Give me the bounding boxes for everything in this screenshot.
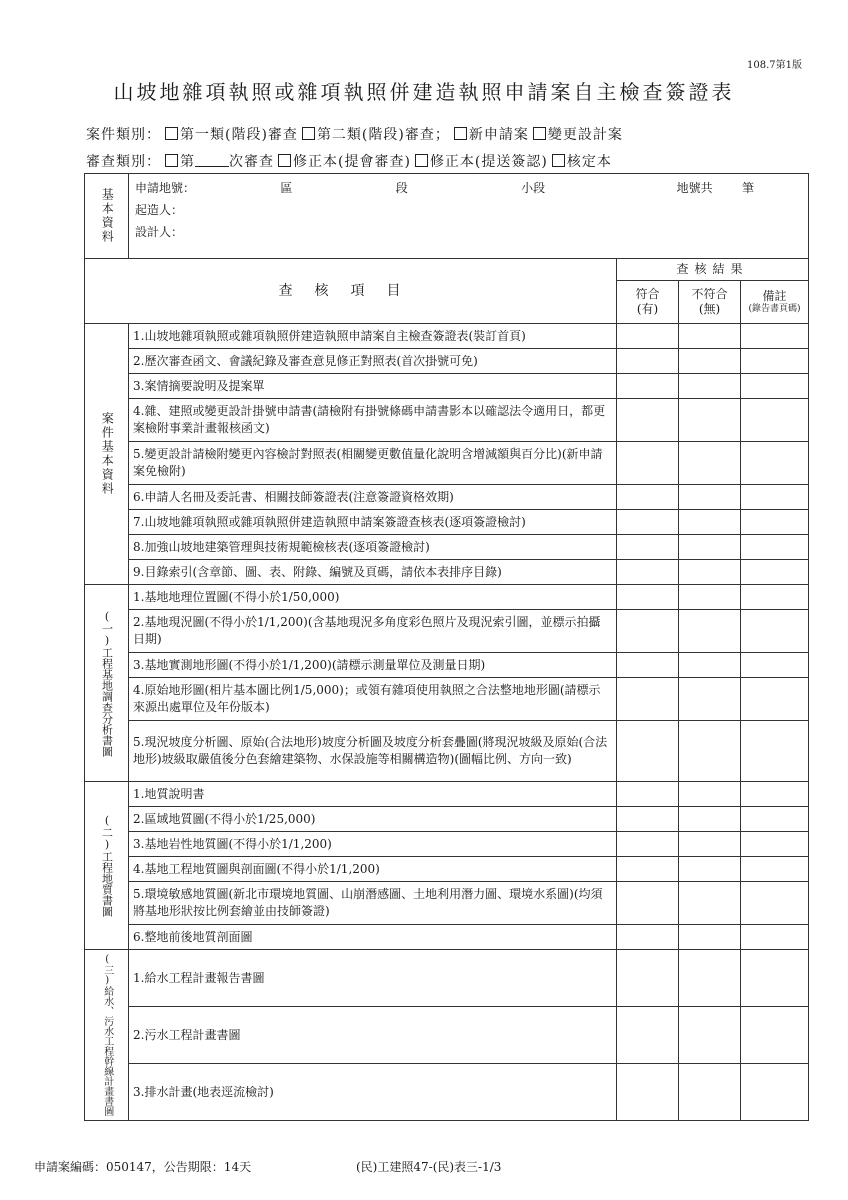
district-label: 區 [280,181,293,195]
check-item: 4.原始地形圖(相片基本圖比例1/5,000)；或領有雜項使用執照之合法整地地形圖(請標示來源出處單位及年份版本) [129,678,617,721]
remark-cell[interactable] [741,510,809,535]
form-number-footer: (民)工建照47-(民)表三-1/3 [356,1160,502,1174]
site-row [135,180,802,202]
remark-cell[interactable] [741,560,809,585]
check-item: 5.環境敏感地質圖(新北市環境地質圖、山崩潛感圖、土地利用潛力圖、環境水系圖)(均須將基地形狀按比例套繪並由技師簽證) [129,882,617,925]
checklist-table [84,173,809,1121]
nonconform-cell[interactable] [679,857,741,882]
remark-cell[interactable] [741,857,809,882]
conform-cell[interactable] [617,535,679,560]
nonconform-cell[interactable] [679,882,741,925]
form-version: 108.7第1版 [747,60,802,71]
check-item: 3.基地實測地形圖(不得小於1/1,200)(請標示測量單位及測量日期) [129,653,617,678]
nonconform-cell[interactable] [679,678,741,721]
conform-cell[interactable] [617,653,679,678]
designer-label: 設計人： [135,225,184,239]
conform-cell[interactable] [617,1064,679,1121]
check-item: 5.變更設計請檢附變更內容檢討對照表(相關變更數值量化說明含增減額與百分比)(新申請案免檢附) [129,442,617,485]
nonconform-cell[interactable] [679,925,741,950]
nonconform-header [679,281,741,324]
form-title: 山坡地雜項執照或雜項執照併建造執照申請案自主檢查簽證表 [113,80,735,104]
remark-cell[interactable] [741,721,809,782]
nonconform-cell[interactable] [679,1064,741,1121]
remark-cell[interactable] [741,610,809,653]
table-row [85,374,809,399]
case-type-option: 第一類(階段)審查 [180,127,298,143]
conform-cell[interactable] [617,560,679,585]
table-row [85,610,809,653]
designer-row [135,224,802,246]
table-row [85,510,809,535]
remark-cell[interactable] [741,535,809,560]
review-type-option: 核定本 [566,154,612,170]
conform-cell[interactable] [617,925,679,950]
case-type-label: 案件類別： [86,127,161,143]
case-number-footer: 申請案編碼：050147，公告期限：14天 [34,1160,252,1174]
conform-cell[interactable] [617,857,679,882]
basic-info-row [85,174,809,259]
table-row [85,925,809,950]
conform-cell[interactable] [617,678,679,721]
conform-label: 符合 [635,286,660,301]
review-type-line [86,151,612,171]
check-item: 1.基地地理位置圖(不得小於1/50,000) [129,585,617,610]
check-item: 2.基地現況圖(不得小於1/1,200)(含基地現況多角度彩色照片及現況索引圖，並標示拍攝日期) [129,610,617,653]
check-item: 2.歷次審查函文、會議紀錄及審查意見修正對照表(首次掛號可免) [129,349,617,374]
basic-section-label: 基本資料 [85,174,129,259]
nonconform-cell[interactable] [679,442,741,485]
site-label: 申請地號： [135,181,196,195]
check-item: 1.給水工程計畫報告書圖 [129,950,617,1007]
remark-cell[interactable] [741,653,809,678]
check-item: 6.整地前後地質剖面圖 [129,925,617,950]
conform-header [617,281,679,324]
check-item: 5.現況坡度分析圖、原始(合法地形)坡度分析圖及坡度分析套疊圖(將現況坡級及原始(合法地形)坡級取嚴值後分色套繪建築物、水保設施等相關構造物)(圖幅比例、方向一致) [129,721,617,782]
remark-cell[interactable] [741,925,809,950]
table-row [85,882,809,925]
table-row [85,1064,809,1121]
remark-header [741,281,809,324]
nonconform-cell[interactable] [679,510,741,535]
nonconform-cell[interactable] [679,1007,741,1064]
check-item: 8.加強山坡地建築管理與技術規範檢核表(逐項簽證檢討) [129,535,617,560]
nonconform-cell[interactable] [679,349,741,374]
check-item: 1.地質說明書 [129,782,617,807]
checkbox[interactable] [454,127,467,140]
table-row [85,1007,809,1064]
table-row [85,442,809,485]
check-item: 9.目錄索引(含章節、圖、表、附錄、編號及頁碼，請依本表排序目錄) [129,560,617,585]
table-row [85,349,809,374]
check-item: 3.基地岩性地質圖(不得小於1/1,200) [129,832,617,857]
remark-cell[interactable] [741,349,809,374]
group-label: 案件基本資料 [85,324,129,585]
conform-cell[interactable] [617,950,679,1007]
remark-cell[interactable] [741,807,809,832]
section-label: 段 [395,181,408,195]
table-row [85,585,809,610]
conform-cell[interactable] [617,374,679,399]
nonconform-cell[interactable] [679,560,741,585]
nonconform-cell[interactable] [679,610,741,653]
remark-cell[interactable] [741,882,809,925]
nonconform-cell[interactable] [679,535,741,560]
checkbox[interactable] [302,127,315,140]
results-header: 查核結果 [617,259,809,281]
table-row [85,399,809,442]
remark-cell[interactable] [741,374,809,399]
conform-cell[interactable] [617,832,679,857]
nonconform-cell[interactable] [679,485,741,510]
remark-cell[interactable] [741,1007,809,1064]
review-type-option: 修正本(提會審查) [293,154,411,170]
remark-cell[interactable] [741,442,809,485]
conform-cell[interactable] [617,442,679,485]
checkbox[interactable] [165,154,178,167]
case-type-option: 新申請案 [468,127,529,143]
nonconform-cell[interactable] [679,721,741,782]
nonconform-cell[interactable] [679,585,741,610]
conform-cell[interactable] [617,349,679,374]
checkbox[interactable] [165,127,178,140]
check-item: 4.雜、建照或變更設計掛號申請書(請檢附有掛號條碼申請書影本以確認法令適用日，都更案檢附事業計畫報核函文) [129,399,617,442]
case-type-line [86,124,623,144]
remark-cell[interactable] [741,678,809,721]
nonconform-cell[interactable] [679,832,741,857]
table-row [85,324,809,349]
conform-sub: (有) [636,302,659,317]
table-row [85,653,809,678]
table-row [85,721,809,782]
remark-cell[interactable] [741,832,809,857]
group-label: (三)給水、污水工程幹線計畫書圖 [85,950,129,1121]
conform-cell[interactable] [617,585,679,610]
case-type-option: 第二類(階段)審查； [316,127,450,143]
subsection-label: 小段 [521,181,546,195]
review-suffix: 次審查 [229,154,274,170]
group-label: (二)工程地質書圖 [85,782,129,950]
check-item: 3.案情摘要說明及提案單 [129,374,617,399]
conform-cell[interactable] [617,882,679,925]
lots-label: 地號共 [676,181,713,195]
table-row [85,857,809,882]
table-row [85,782,809,807]
nonconform-cell[interactable] [679,399,741,442]
check-item: 1.山坡地雜項執照或雜項執照併建造執照申請案自主檢查簽證表(裝訂首頁) [129,324,617,349]
conform-cell[interactable] [617,324,679,349]
check-item: 2.污水工程計畫書圖 [129,1007,617,1064]
table-row [85,485,809,510]
nonconform-cell[interactable] [679,950,741,1007]
case-type-option: 變更設計案 [547,127,623,143]
conform-cell[interactable] [617,807,679,832]
checkbox[interactable] [533,127,546,140]
nonconform-cell[interactable] [679,782,741,807]
conform-cell[interactable] [617,399,679,442]
nonconform-cell[interactable] [679,807,741,832]
table-row [85,678,809,721]
review-count-blank[interactable] [195,154,229,167]
checkbox[interactable] [415,154,428,167]
table-row [85,950,809,1007]
review-type-option: 修正本(提送簽認) [429,154,548,170]
remark-label: 備註 [762,288,787,303]
applicant-row [135,202,802,224]
remark-cell[interactable] [741,950,809,1007]
conform-cell[interactable] [617,1007,679,1064]
applicant-label: 起造人： [135,203,184,217]
checkbox[interactable] [278,154,291,167]
check-item: 6.申請人名冊及委託書、相關技師簽證表(注意簽證資格效期) [129,485,617,510]
header-row [85,259,809,281]
table-row [85,560,809,585]
check-item: 7.山坡地雜項執照或雜項執照併建造執照申請案簽證查核表(逐項簽證檢討) [129,510,617,535]
conform-cell[interactable] [617,721,679,782]
remark-cell[interactable] [741,782,809,807]
check-item: 4.基地工程地質圖與剖面圖(不得小於1/1,200) [129,857,617,882]
group-label: (一)工程基地調查分析書圖 [85,585,129,782]
review-type-label: 審查類別： [86,154,161,170]
checkbox[interactable] [552,154,565,167]
check-item: 2.區域地質圖(不得小於1/25,000) [129,807,617,832]
remark-cell[interactable] [741,1064,809,1121]
conform-cell[interactable] [617,782,679,807]
remark-cell[interactable] [741,399,809,442]
remark-cell[interactable] [741,324,809,349]
conform-cell[interactable] [617,510,679,535]
check-item: 3.排水計畫(地表逕流檢討) [129,1064,617,1121]
remark-cell[interactable] [741,585,809,610]
nonconform-cell[interactable] [679,653,741,678]
table-row [85,832,809,857]
remark-sub: (錄告書頁碼) [748,304,801,315]
nonconform-sub: (無) [698,302,721,317]
nonconform-cell[interactable] [679,374,741,399]
items-header: 查核項目 [85,259,617,324]
lots-unit: 筆 [741,181,754,195]
table-row [85,807,809,832]
conform-cell[interactable] [617,610,679,653]
review-prefix: 第 [180,154,195,170]
basic-info [129,174,809,259]
remark-cell[interactable] [741,485,809,510]
nonconform-label: 不符合 [691,286,728,301]
nonconform-cell[interactable] [679,324,741,349]
conform-cell[interactable] [617,485,679,510]
table-row [85,535,809,560]
